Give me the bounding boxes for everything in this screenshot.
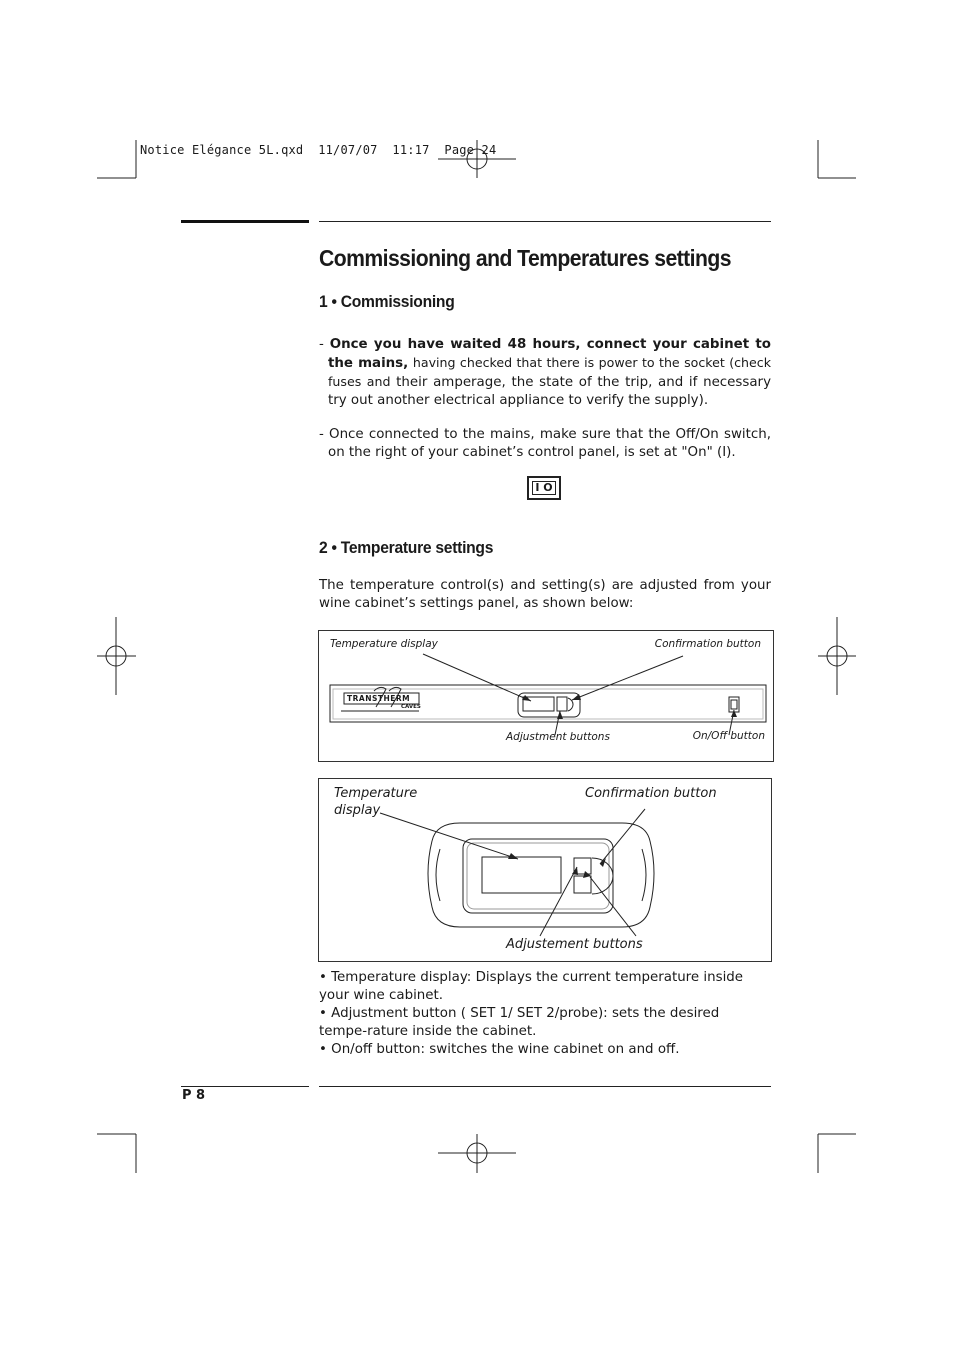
fig2-label-temp-display-1: Temperature [334,786,418,801]
display-detail-drawing [319,779,773,963]
page-title: Commissioning and Temperatures settings [319,245,731,271]
section2-heading: 2 • Temperature settings [319,538,494,557]
section2-intro [319,577,771,613]
header-thick-rule [181,220,309,223]
fig1-logo-sub: CAVES [401,704,421,710]
file-slug: Notice Elégance 5L.qxd 11/07/07 11:17 Page 24 [140,143,497,157]
fig2-label-adjustment: Adjustement buttons [506,937,643,952]
bullet-item-2: • Adjustment button ( SET 1/ SET 2/probe): sets the desired tempe-rature inside the cabinet. [319,1006,720,1039]
section2-intro-text: The temperature control(s) and setting(s) are adjusted from your wine cabinet’s settings panel, as shown below: [319,578,771,611]
fig2-label-temp-display-2: display [334,803,381,818]
header-rule [319,221,771,222]
item2-text: Once connected to the mains, make sure that the Off/On switch, on the right of your cabinet’s control panel, is set at "On" (I). [328,427,771,460]
fig1-logo-text: TRANSTHERM [347,694,411,703]
page-number: P 8 [182,1088,206,1103]
figure-control-panel [318,630,774,762]
switch-symbol-box [527,476,561,500]
switch-symbol: I O [535,481,553,494]
section1-item1: - Once you have waited 48 hours, connect your cabinet to the mains, having checked that there is power to the socket (check fuses and their amperage, the state of the trip, and if necessary try out another electrical appliance to verify the supply). [319,337,771,408]
item1-rest-text: their amperage, the state of the trip, and if necessary try out another electrical appliance to verify the supply). [328,375,771,408]
footer-rule-left [181,1086,309,1087]
bullet-item-3: • On/off button: switches the wine cabinet on and off. [319,1042,680,1057]
item1-bold-text: Once you have waited 48 hours, connect your cabinet to the mains, [328,337,771,371]
fig1-label-confirmation: Confirmation button [654,638,761,650]
fig1-label-onoff: On/Off button [692,730,765,742]
bullet-item-1: • Temperature display: Displays the current temperature inside your wine cabinet. [319,970,744,1003]
section1-heading: 1 • Commissioning [319,292,455,311]
fig1-label-temp-display: Temperature display [330,638,438,650]
fig2-label-confirmation: Confirmation button [585,786,717,801]
fig1-label-adjustment: Adjustment buttons [506,731,610,743]
footer-rule-right [319,1086,771,1087]
bullet-list [319,969,771,1059]
section1-item2: - Once connected to the mains, make sure that the Off/On switch, on the right of your cabinet’s control panel, is set at "On" (I). [319,427,771,460]
figure-display-detail [318,778,772,962]
item1-small-text: having checked that there is power to the socket (check fuses and [328,355,771,389]
